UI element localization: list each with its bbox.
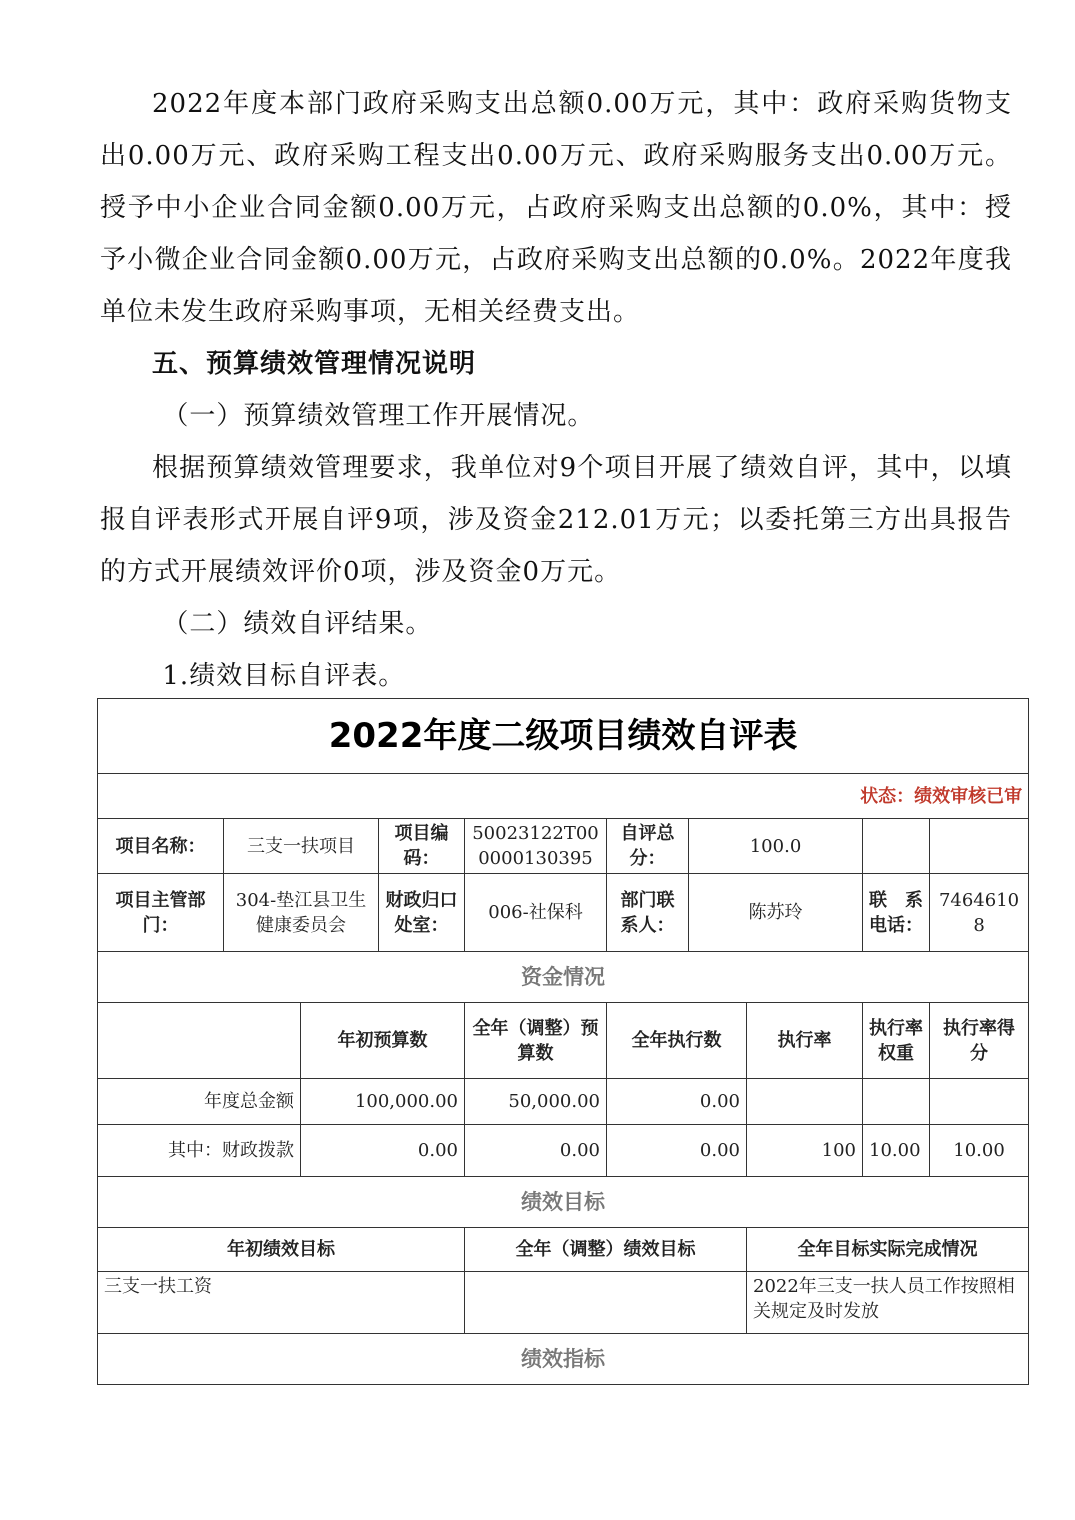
funds-header: 执行率	[747, 1003, 863, 1079]
finance-label: 财政归口处室：	[379, 874, 465, 952]
funds-rate: 100	[747, 1125, 863, 1177]
funds-executed: 0.00	[607, 1125, 747, 1177]
funds-initial: 100,000.00	[301, 1079, 465, 1125]
procurement-paragraph: 2022年度本部门政府采购支出总额0.00万元，其中：政府采购货物支出0.00万元、政府采购工程支出0.00万元、政府采购服务支出0.00万元。授予中小企业合同金额0.00万元，占政府采购支出总额的0.0%，其中：授予小微企业合同金额0.00万元，占政府采购支出总额的0.0%。2022年度我单位未发生政府采购事项，无相关经费支出。	[100, 89, 1012, 327]
contact-value: 陈苏玲	[689, 874, 863, 952]
funds-row-label: 其中：财政拨款	[98, 1125, 301, 1177]
funds-section-label: 资金情况	[98, 952, 1029, 1003]
goals-header: 全年目标实际完成情况	[747, 1228, 1029, 1272]
item-heading: 1.绩效目标自评表。	[162, 661, 406, 691]
funds-weight	[863, 1079, 930, 1125]
performance-paragraph: 根据预算绩效管理要求，我单位对9个项目开展了绩效自评，其中，以填报自评表形式开展自评9项，涉及资金212.01万元；以委托第三方出具报告的方式开展绩效评价0项，涉及资金0万元。	[100, 453, 1012, 587]
phone-value: 74646108	[930, 874, 1029, 952]
funds-executed: 0.00	[607, 1079, 747, 1125]
funds-header: 全年（调整）预算数	[465, 1003, 607, 1079]
funds-header: 全年执行数	[607, 1003, 747, 1079]
project-name-value: 三支一扶项目	[224, 819, 379, 874]
document-body	[100, 78, 1012, 702]
funds-score: 10.00	[930, 1125, 1029, 1177]
section-heading: 五、预算绩效管理情况说明	[152, 349, 477, 379]
project-name-label: 项目名称：	[98, 819, 224, 874]
funds-rate	[747, 1079, 863, 1125]
funds-adjusted: 0.00	[465, 1125, 607, 1177]
funds-adjusted: 50,000.00	[465, 1079, 607, 1125]
goals-adjusted	[465, 1272, 747, 1334]
indicators-section-label: 绩效指标	[98, 1334, 1029, 1385]
dept-label: 项目主管部门：	[98, 874, 224, 952]
score-value: 100.0	[689, 819, 863, 874]
goals-header: 年初绩效目标	[98, 1228, 465, 1272]
status-badge: 状态：绩效审核已审	[98, 774, 1029, 819]
funds-row-label: 年度总金额	[98, 1079, 301, 1125]
funds-score	[930, 1079, 1029, 1125]
funds-weight: 10.00	[863, 1125, 930, 1177]
goals-section-label: 绩效目标	[98, 1177, 1029, 1228]
sub-heading-2: （二）绩效自评结果。	[162, 609, 433, 639]
empty-cell	[863, 819, 930, 874]
goals-header: 全年（调整）绩效目标	[465, 1228, 747, 1272]
table-title: 2022年度二级项目绩效自评表	[98, 699, 1029, 774]
project-code-value: 50023122T000000130395	[465, 819, 607, 874]
funds-header: 执行率权重	[863, 1003, 930, 1079]
project-code-label: 项目编码：	[379, 819, 465, 874]
score-label: 自评总分：	[607, 819, 689, 874]
finance-value: 006-社保科	[465, 874, 607, 952]
funds-header: 执行率得分	[930, 1003, 1029, 1079]
goals-actual: 2022年三支一扶人员工作按照相关规定及时发放	[747, 1272, 1029, 1334]
self-evaluation-table	[97, 698, 1029, 1385]
empty-cell	[930, 819, 1029, 874]
contact-label: 部门联系人：	[607, 874, 689, 952]
goals-initial: 三支一扶工资	[98, 1272, 465, 1334]
funds-header: 年初预算数	[301, 1003, 465, 1079]
funds-header-blank	[98, 1003, 301, 1079]
phone-label: 联 系电话：	[863, 874, 930, 952]
sub-heading-1: （一）预算绩效管理工作开展情况。	[162, 401, 595, 431]
dept-value: 304-垫江县卫生健康委员会	[224, 874, 379, 952]
funds-initial: 0.00	[301, 1125, 465, 1177]
